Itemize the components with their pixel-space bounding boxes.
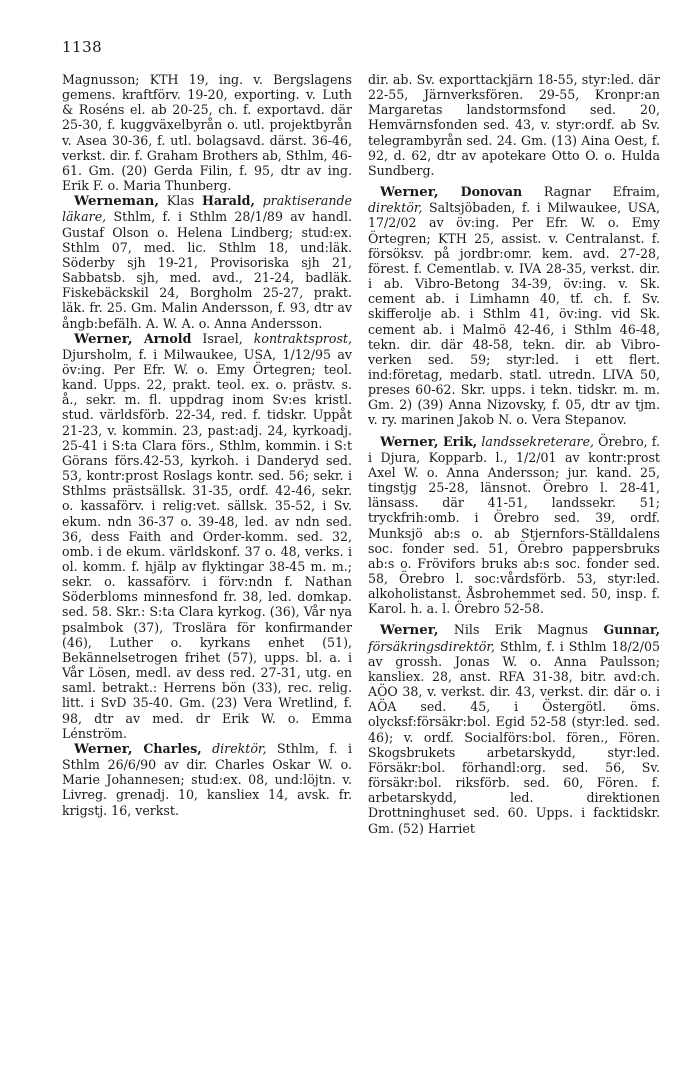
entry-surname: Werner,	[380, 433, 439, 450]
entry-given-name: Ragnar Efraim,	[522, 184, 660, 200]
entry-given-name-bold: Donovan	[438, 184, 523, 200]
entry-role: kontraktsprost,	[242, 330, 352, 346]
entry-given-name-bold: Charles,	[132, 740, 202, 756]
entry-werner-charles-continued: dir. ab. Sv. exporttackjärn 18-55, styr:led. där 22-55, Järnverksfören. 29-55, Kronpr:an Margaretas landstormsfond sed. 20, Hemvärnsfonden sed. 43, v. styr:ordf. ab Sv. telegrambyrån sed. 24. Gm. (13) Aina Oest, f. 92, d. 62, dtr av apotekare Otto O. o. Hulda Sundberg.	[368, 72, 660, 178]
entry-text: Djursholm, f. i Milwaukee, USA, 1/12/95 av öv:ing. Per Efr. W. o. Emy Örtegren; teol. kand. Upps. 22, prakt. teol. ex. o. prästv. s. å., sekr. m. fl. uppdrag inom Sv:es kristl. stud. världsförb. 22-34, red. f. tidskr. Uppåt 21-23, v. kommin. 23, past:adj. 24, kyrkoadj. 25-41 i S:ta Clara förs., Sthlm, kommin. i S:t Görans förs.42-53, kyrkoh. i Danderyd sed. 53, kontr:prost Roslags kontr. sed. 56; sekr. i Sthlms prästsällsk. 31-35, ordf. 42-46, sekr. o. kassaförv. i relig:vet. sällsk. 35-52, i Sv. ekum. ndn 36-37 o. 39-48, led. av ndn sed. 36, dess Faith and Order-komm. sed. 32, omb. i de ekum. världskonf. 37 o. 48, verks. i ol. komm. f. hjälp av flyktingar 38-45 m. m.; sekr. o. kassaförv. i förv:ndn f. Nathan Söderbloms minnesfond fr. 38, led. domkap. sed. 58. Skr.: S:ta Clara kyrkog. (36), Vår nya psalmbok (37), Troslära för konfirmander (46), Luther o. kyrkans enhet (51), Bekännelsetrogen frihet (57), upps. bl. a. i Vår Lösen, medl. av dess red. 27-31, utg. en saml. betrakt.: Herrens bön (33), rec. relig. litt. i SvD 35-40. Gm. (23) Vera Wretlind, f. 98, dtr av med. dr Erik W. o. Emma Lénström.	[62, 346, 352, 741]
entry-werner-arnold	[62, 331, 352, 741]
entry-role: direktör,	[201, 740, 267, 756]
entry-given-name: Israel,	[191, 330, 243, 346]
entry-werner-gunnar	[368, 622, 660, 835]
entry-werneman-klas-harald	[62, 193, 352, 330]
right-column	[368, 72, 660, 836]
entry-given-name-bold: Arnold	[132, 330, 192, 346]
entry-werner-donovan	[368, 184, 660, 428]
entry-surname: Werner,	[380, 622, 439, 639]
entry-surname: Werneman,	[74, 193, 160, 210]
entry-magnusson-continued: Magnusson; KTH 19, ing. v. Bergslagens gemens. kraftförv. 19-20, exporting. v. Luth & Roséns el. ab 20-25, ch. f. exportavd. där 25-30, f. kuggväxelbyrån o. utl. projektbyrån v. Asea 30-36, f. utl. bolagsavd. därst. 36-46, verkst. dir. f. Graham Brothers ab, Sthlm, 46-61. Gm. (20) Gerda Filin, f. 95, dtr av ing. Erik F. o. Maria Thunberg.	[62, 72, 352, 194]
entry-given-name-bold: Harald,	[202, 193, 255, 209]
entry-role: direktör,	[368, 200, 423, 216]
left-column	[62, 72, 352, 818]
entry-role: praktiserande läkare,	[62, 193, 352, 225]
entry-surname: Werner,	[74, 330, 133, 347]
page-number: 1138	[62, 38, 103, 56]
entry-given-name: Nils Erik Magnus	[438, 622, 604, 638]
entry-surname: Werner,	[74, 740, 133, 757]
entry-text: Örebro, f. i Djura, Kopparb. l., 1/2/01 av kontr:prost Axel W. o. Anna Andersson; jur. kand. 25, tingstjg 25-28, länsnot. Örebro l. 28-41, länsass. där 41-51, landssekr. 51; tryckfrih:omb. i Örebro sed. 39, ordf. Munksjö ab:s o. ab Stjernfors-Ställdalens soc. fonder sed. 51, Örebro pappersbruks ab:s o. Frövifors bruks ab:s soc. fonder sed. 58, Örebro l. soc:vårdsförb. 53, styr:led. alkoholistanst. Åsbrohemmet sed. 50, insp. f. Karol. h. a. l. Örebro 52-58.	[368, 433, 661, 617]
entry-text: Sthlm, f. i Sthlm 28/1/89 av handl. Gustaf Olson o. Helena Lindberg; stud:ex. Sthlm 07, med. lic. Sthlm 18, und:läk. Söderby sjh 19-21, Provisoriska sjh 21, Sabbatsb. sjh, med. avd., 21-24, badläk. Fiskebäckskil 24, Borgholm 25-27, prakt. läk. fr. 25. Gm. Malin Andersson, f. 93, dtr av ångb:befälh. A. W. A. o. Anna Andersson.	[62, 209, 352, 331]
entry-text: Sthlm, f. i Sthlm 18/2/05 av grossh. Jonas W. o. Anna Paulsson; kansliex. 28, anst. RFA 31-38, bitr. avd:ch. AÖO 38, v. verkst. dir. 43, verkst. dir. där o. i AÖA sed. 45, i Östergötl. öms. olycksf:försäkr:bol. Egid 52-58 (styr:led. sed. 46); v. ordf. Socialförs:bol. fören., Fören. Skogsbrukets arbetarskydd, styr:led. Försäkr:bol. förhandl:org. sed. 56, Sv. försäkr:bol. riksförb. sed. 60, Fören. f. arbetarskydd, led. direktionen Drottninghuset sed. 60. Upps. i facktidskr. Gm. (52) Harriet	[368, 638, 660, 836]
entry-text: Sthlm, f. i Sthlm 26/6/90 av dir. Charles Oskar W. o. Marie Johannesen; stud:ex. 08, und:löjtn. v. Livreg. grenadj. 10, kansliex 14, avsk. fr. krigstj. 16, verkst.	[62, 740, 352, 818]
entry-role: landssekreterare,	[477, 433, 595, 449]
entry-werner-erik	[368, 434, 660, 617]
entry-given-name-bold: Gunnar,	[603, 622, 660, 638]
entry-werner-charles	[62, 741, 352, 818]
entry-given-name-bold: Erik,	[438, 433, 478, 449]
entry-given-name: Klas	[159, 193, 202, 209]
entry-text: Saltsjöbaden, f. i Milwaukee, USA, 17/2/02 av öv:ing. Per Efr. W. o. Emy Örtegren; KTH 25, assist. v. Centralanst. f. försöksv. på jordbr:omr. kem. avd. 27-28, förest. f. Cementlab. v. IVA 28-35, verkst. dir. i ab. Vibro-Betong 34-39, öv:ing. v. Sk. cement ab. i Limhamn 40, tf. ch. f. Sv. skifferolje ab. i Sthlm 41, öv:ing. vid Sk. cement ab. i Malmö 42-46, i Sthlm 46-48, tekn. dir. där 48-58, tekn. dir. ab Vibro-verken sed. 59; styr:led. i ett flert. ind:företag, medarb. statl. utredn. LIVA 50, preses 60-62. Skr. upps. i tekn. tidskr. m. m. Gm. 2) (39) Anna Nizovsky, f. 05, dtr av tjm. v. ry. marinen Jakob N. o. Vera Stepanov.	[368, 200, 660, 428]
entry-surname: Werner,	[380, 184, 439, 201]
entry-role: försäkringsdirektör,	[368, 638, 496, 654]
